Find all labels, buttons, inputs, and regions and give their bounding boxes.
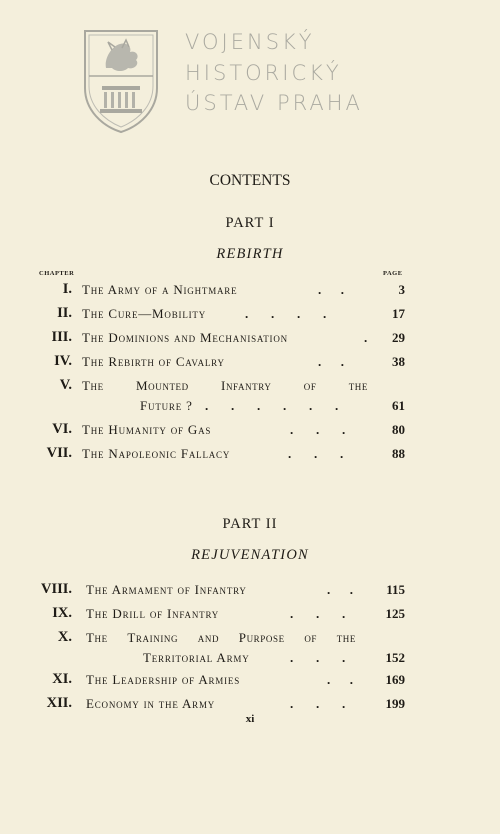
dot-leader: . xyxy=(364,330,368,345)
chapter-title xyxy=(82,282,237,298)
part-1-subtitle: REBIRTH xyxy=(216,246,284,262)
chapter-number: VIII. xyxy=(40,581,72,597)
title-word: of xyxy=(303,378,317,393)
part-2-subtitle: REJUVENATION xyxy=(191,547,309,563)
dot-leader: . . . xyxy=(290,696,346,711)
chapter-number: VI. xyxy=(52,421,72,437)
chapter-number: VII. xyxy=(46,445,72,461)
chapter-title-text: The Rebirth of Cavalry xyxy=(82,354,225,369)
chapter-title-text: The Army of a Nightmare xyxy=(82,282,238,297)
title-word: Purpose xyxy=(238,630,285,645)
dot-leader: . . xyxy=(327,672,353,687)
chapter-title-text: The Cure—Mobility xyxy=(82,306,207,321)
chapter-page-number: 88 xyxy=(392,446,405,461)
chapter-title-text: The Leadership of Armies xyxy=(86,672,241,687)
chapter-title xyxy=(86,582,247,598)
chapter-title-text: The Dominions and Mechanisation xyxy=(82,330,288,345)
chapter-page-number: 125 xyxy=(385,606,405,621)
chapter-title-text: The Drill of Infantry xyxy=(86,606,220,621)
chapter-number: V. xyxy=(59,377,72,393)
title-word: Infantry xyxy=(221,378,272,393)
part-2-title: PART II xyxy=(222,516,278,532)
chapter-number: II. xyxy=(57,305,72,321)
title-word: the xyxy=(336,630,356,645)
title-word: of xyxy=(304,630,318,645)
chapter-number: XII. xyxy=(46,695,72,711)
page-folio: xi xyxy=(245,713,255,725)
chapter-page-number: 3 xyxy=(398,282,405,297)
dot-leader: . . xyxy=(318,282,344,297)
chapter-column-label: CHAPTER xyxy=(39,270,75,277)
chapter-title-text: Future ? xyxy=(140,398,193,413)
dot-leader: . . . . . . xyxy=(205,398,339,413)
dot-leader: . . . xyxy=(288,446,344,461)
chapter-page-number: 29 xyxy=(392,330,405,345)
chapter-number: X. xyxy=(57,629,72,645)
dot-leader: . . . xyxy=(290,650,346,665)
chapter-page-number: 80 xyxy=(392,422,405,437)
dot-leader: . . . . xyxy=(245,306,327,321)
chapter-title-justified xyxy=(82,378,368,394)
chapter-number: III. xyxy=(51,329,72,345)
chapter-title xyxy=(86,672,240,688)
chapter-title xyxy=(82,422,211,438)
title-word: Training xyxy=(127,630,179,645)
title-word: the xyxy=(348,378,368,393)
chapter-title xyxy=(86,696,215,712)
dot-leader: . . . xyxy=(290,606,346,621)
chapter-title xyxy=(82,330,288,346)
chapter-page-number: 115 xyxy=(386,582,405,597)
chapter-title xyxy=(82,306,206,322)
library-crest-logo xyxy=(82,28,160,134)
chapter-title-text: The Napoleonic Fallacy xyxy=(82,446,231,461)
page-column-label: PAGE xyxy=(383,270,403,277)
chapter-number: IX. xyxy=(52,605,72,621)
chapter-number: IV. xyxy=(54,353,72,369)
chapter-title xyxy=(82,446,230,462)
chapter-title-text: Territorial Army xyxy=(143,650,250,665)
chapter-title-justified xyxy=(86,630,356,646)
institution-name-line-2: HISTORICKÝ xyxy=(185,61,342,85)
title-word: The xyxy=(82,378,104,393)
chapter-number: XI. xyxy=(52,671,72,687)
title-word: and xyxy=(197,630,220,645)
title-word: Mounted xyxy=(136,378,189,393)
chapter-title xyxy=(86,606,219,622)
chapter-title-text: Economy in the Army xyxy=(86,696,216,711)
chapter-page-number: 199 xyxy=(385,696,405,711)
part-1-title: PART I xyxy=(225,215,275,231)
dot-leader: . . . xyxy=(290,422,346,437)
chapter-page-number: 61 xyxy=(392,398,405,413)
chapter-title xyxy=(82,354,225,370)
chapter-title-continuation xyxy=(143,650,250,666)
chapter-title-text: The Armament of Infantry xyxy=(86,582,247,597)
title-word: The xyxy=(86,630,108,645)
contents-heading: CONTENTS xyxy=(209,172,291,189)
dot-leader: . . xyxy=(327,582,353,597)
chapter-page-number: 38 xyxy=(392,354,405,369)
chapter-page-number: 17 xyxy=(392,306,405,321)
chapter-number: I. xyxy=(62,281,72,297)
chapter-page-number: 169 xyxy=(385,672,405,687)
dot-leader: . . xyxy=(318,354,344,369)
chapter-title-text: The Humanity of Gas xyxy=(82,422,212,437)
institution-name-line-1: VOJENSKÝ xyxy=(185,30,315,54)
institution-name-line-3: ÚSTAV PRAHA xyxy=(185,91,363,115)
chapter-page-number: 152 xyxy=(385,650,405,665)
chapter-title-continuation xyxy=(140,398,193,414)
